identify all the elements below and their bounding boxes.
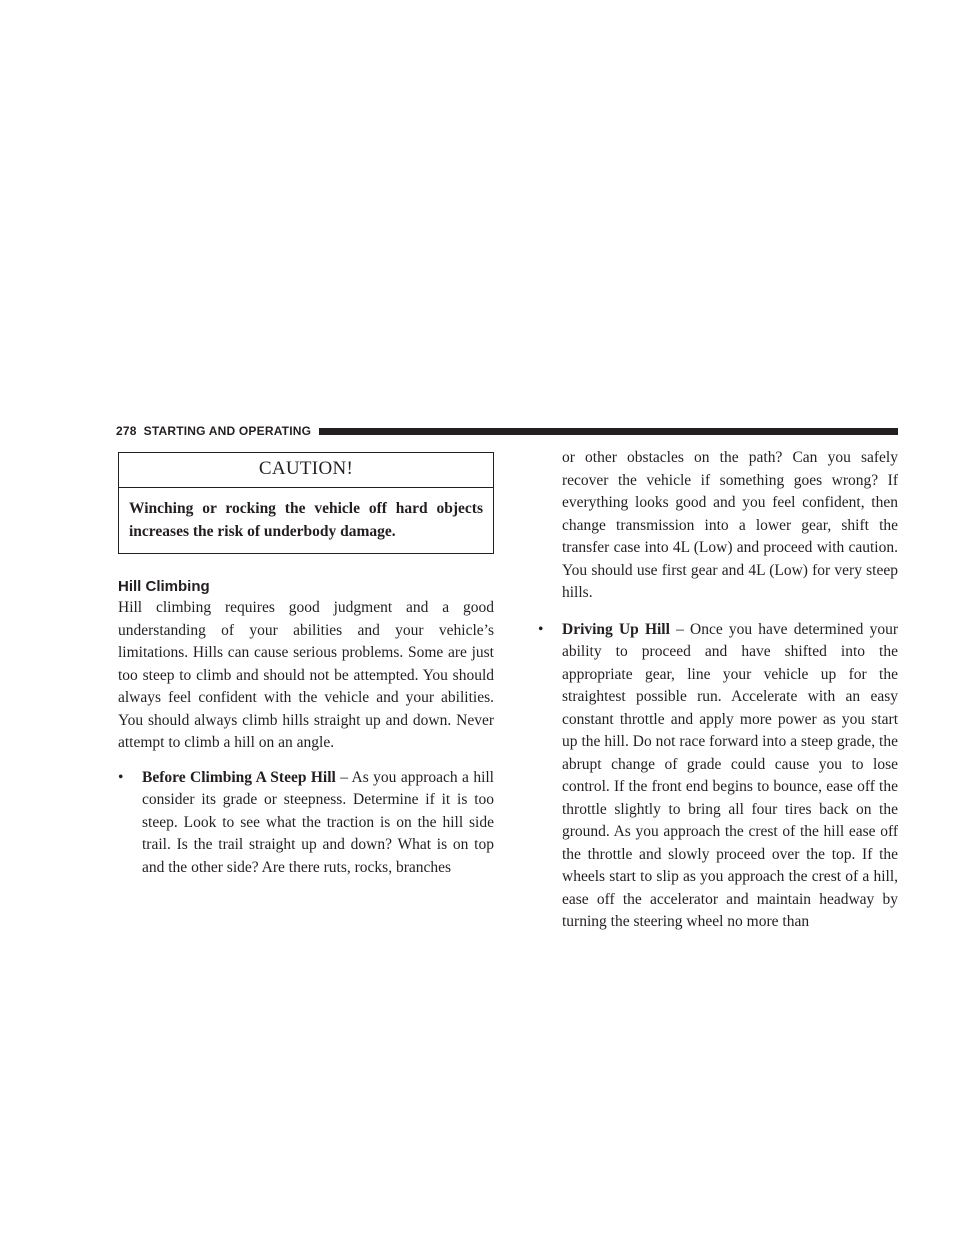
caution-box: [118, 452, 494, 554]
header-rule: [319, 428, 898, 435]
intro-paragraph: Hill climbing requires good judgment and a good understanding of your abilities and your vehicle’s limitations. Hills can cause serious problems. Some are just too steep to climb and should not be attempted. You should always feel confident with the vehicle and your abilities. You should always climb hills straight up and down. Never attempt to climb a hill on an angle.: [118, 599, 494, 751]
bullet-text: – As you approach a hill consider its grade or steepness. Determine if it is too steep. Look to see what the traction is on the hill side trail. Is the trail straight up and down? What is on top and the other side? Are there ruts, rocks, branches: [142, 768, 494, 876]
bullet-text: – Once you have determined your ability to proceed and have shifted into the appropriate gear, line your vehicle up for the straightest possible run. Accelerate with an easy constant throttle and apply more power as you start up the hill. Do not race forward into a steep grade, the abrupt change of grade could cause you to lose control. If the front end begins to bounce, ease off the throttle slightly to bring all four tires back on the ground. As you approach the crest of the hill ease off the throttle and slowly proceed over the top. If the wheels start to slip as you approach the crest of a hill, ease off the accelerator and maintain headway by turning the steering wheel no more than: [562, 620, 898, 930]
bullet-term: Driving Up Hill: [562, 620, 670, 638]
bullet-before-climbing: [118, 767, 494, 880]
caution-title: CAUTION!: [119, 453, 493, 488]
page-number: 278: [116, 424, 137, 438]
bullet-glyph: •: [118, 768, 124, 786]
bullet-driving-up-hill: [538, 619, 898, 934]
bullet-continuation: or other obstacles on the path? Can you safely recover the vehicle if something goes wrong? If everything looks good and you feel confident, then change transmission into a lower gear, shift the transfer case into 4L (Low) and proceed with caution. You should use first gear and 4L (Low) for very steep hills.: [562, 449, 898, 601]
page-header: [116, 423, 898, 439]
left-column: [118, 452, 494, 879]
right-column: [538, 447, 898, 934]
section-title: STARTING AND OPERATING: [143, 424, 312, 438]
bullet-glyph: •: [538, 620, 544, 638]
section-heading: Hill Climbing: [118, 578, 210, 595]
caution-text: Winching or rocking the vehicle off hard objects increases the risk of underbody damage.: [129, 500, 483, 540]
bullet-term: Before Climbing A Steep Hill: [142, 768, 336, 786]
